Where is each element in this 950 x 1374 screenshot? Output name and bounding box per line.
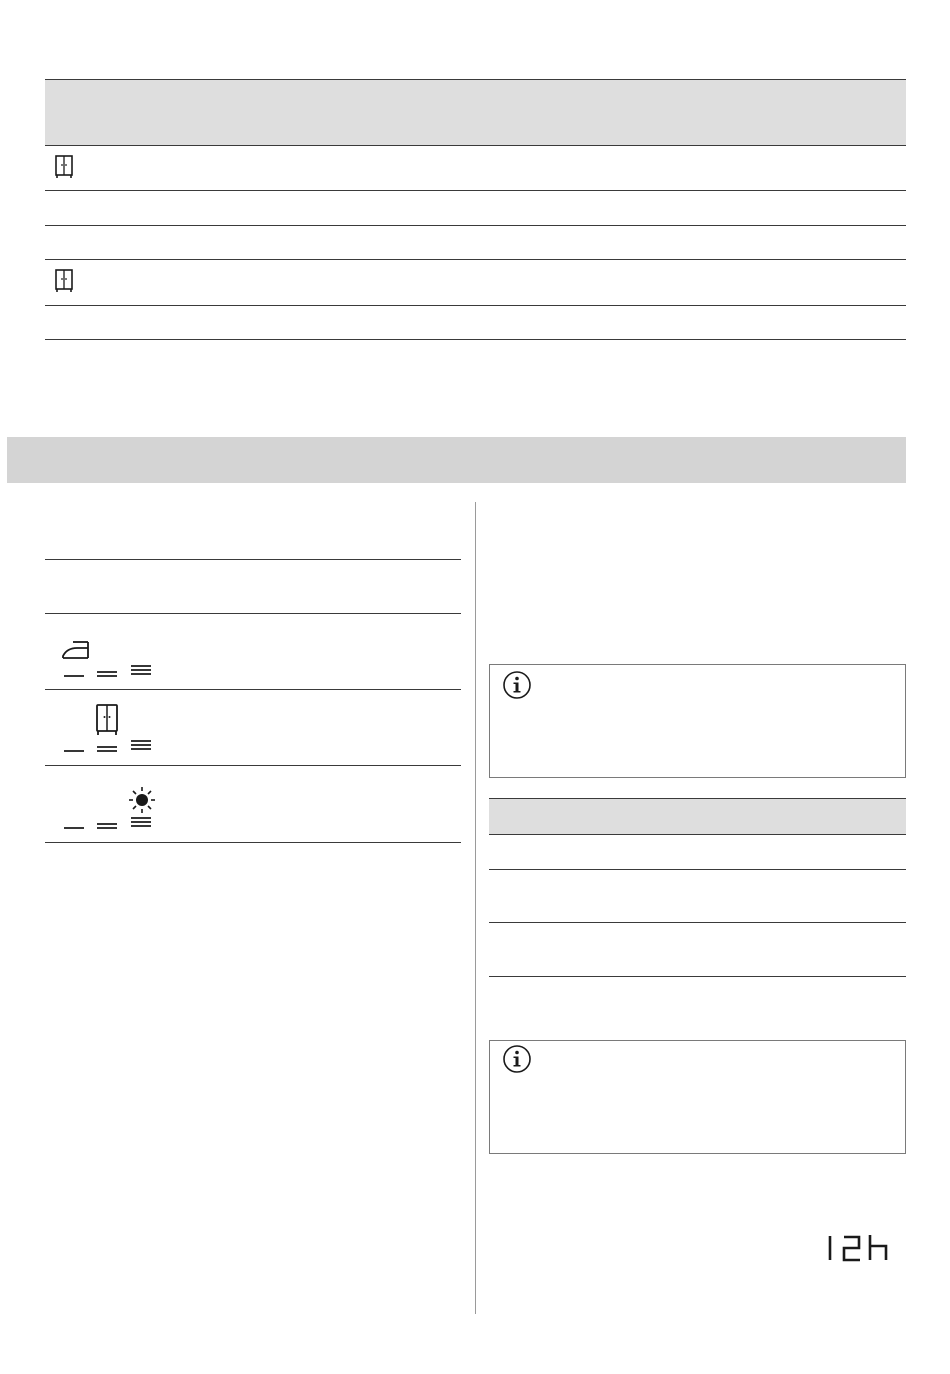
right-table-divider bbox=[489, 834, 906, 835]
dryness-level-3-icon bbox=[131, 738, 151, 752]
dryness-level-2-icon bbox=[97, 665, 117, 679]
extra-dry-sun-icon bbox=[129, 787, 155, 813]
dryness-level-3-icon bbox=[131, 663, 151, 677]
section-heading-band bbox=[7, 437, 906, 483]
right-table-divider bbox=[489, 922, 906, 923]
info-note-box bbox=[489, 664, 906, 778]
dryness-level-1-icon bbox=[64, 740, 84, 754]
top-table-divider bbox=[45, 259, 906, 260]
top-table-header bbox=[45, 79, 906, 146]
right-table-divider bbox=[489, 869, 906, 870]
dryness-level-1-icon bbox=[64, 665, 84, 679]
cupboard-icon bbox=[95, 704, 119, 736]
cupboard-icon bbox=[54, 155, 74, 179]
top-table-bottom bbox=[45, 339, 906, 340]
info-icon bbox=[502, 1044, 532, 1074]
left-table-divider bbox=[45, 765, 461, 766]
right-table-bottom bbox=[489, 976, 906, 977]
info-note-box bbox=[489, 1040, 906, 1154]
info-icon bbox=[502, 670, 532, 700]
dryness-level-1-icon bbox=[64, 817, 84, 831]
column-divider bbox=[475, 502, 476, 1314]
left-table-divider bbox=[45, 613, 461, 614]
display-readout bbox=[822, 1232, 892, 1266]
top-table-divider bbox=[45, 225, 906, 226]
segment-display-graphic bbox=[822, 1232, 892, 1266]
top-table-divider bbox=[45, 305, 906, 306]
dryness-level-2-icon bbox=[97, 817, 117, 831]
iron-icon bbox=[61, 640, 91, 660]
top-table-divider bbox=[45, 145, 906, 146]
cupboard-icon bbox=[54, 269, 74, 293]
top-table-divider bbox=[45, 190, 906, 191]
left-table-divider bbox=[45, 559, 461, 560]
left-table-divider bbox=[45, 689, 461, 690]
dryness-level-2-icon bbox=[97, 740, 117, 754]
left-table-bottom bbox=[45, 842, 461, 843]
right-table-header bbox=[489, 798, 906, 835]
dryness-level-3-icon bbox=[131, 815, 151, 829]
